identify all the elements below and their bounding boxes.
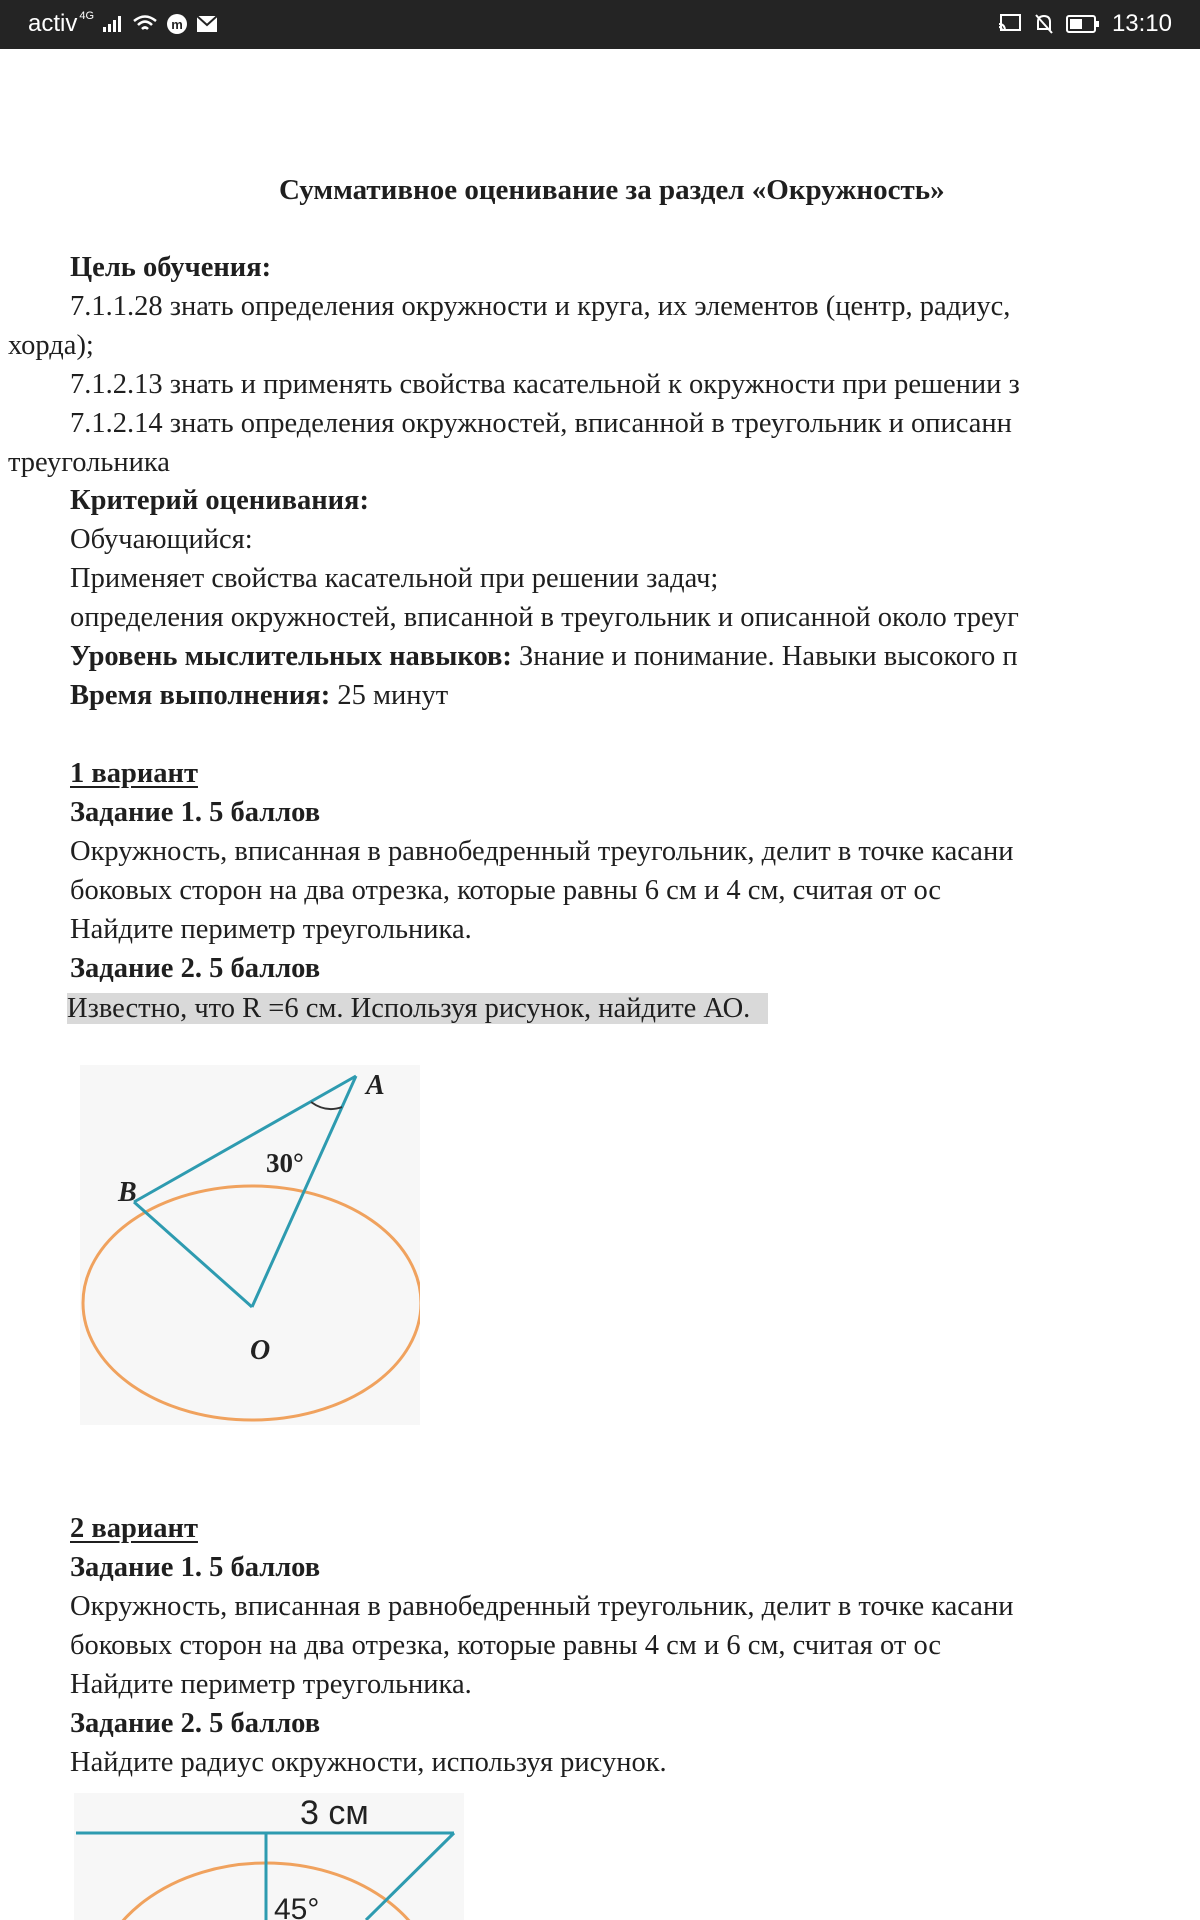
skills-value: Знание и понимание. Навыки высокого п	[511, 641, 1018, 672]
angle-label: 30°	[266, 1148, 304, 1178]
task-heading: Задание 2. 5 баллов	[70, 1708, 321, 1739]
task-heading: Задание 1. 5 баллов	[70, 797, 321, 828]
goal-line: 7.1.2.14 знать определения окружностей, вписанной в треугольник и описанн	[70, 408, 1012, 439]
network-type: 4G	[79, 10, 95, 22]
goal-line: хорда);	[8, 330, 94, 361]
task-heading: Задание 1. 5 баллов	[70, 1552, 321, 1583]
time-label: Время выполнения:	[70, 680, 331, 711]
clock: 13:10	[1111, 10, 1172, 37]
label-b: B	[118, 1177, 137, 1208]
mute-icon	[1034, 13, 1054, 35]
task-text-line: Найдите радиус окружности, используя рисунок.	[70, 1747, 667, 1778]
svg-text:m: m	[171, 17, 183, 32]
goal-line: 7.1.2.13 знать и применять свойства касательной к окружности при решении з	[70, 369, 1020, 400]
task-text-line: боковых сторон на два отрезка, которые равны 6 см и 4 см, считая от ос	[70, 875, 942, 906]
mail-icon	[196, 15, 218, 33]
task-text-line: Окружность, вписанная в равнобедренный треугольник, делит в точке касани	[70, 836, 1014, 867]
signal-icon	[102, 15, 124, 33]
criteria-item: определения окружностей, вписанной в треугольник и описанной около треуг	[70, 602, 1019, 633]
task-text-line: Найдите периметр треугольника.	[70, 1669, 472, 1700]
criteria-heading: Критерий оценивания:	[70, 485, 369, 516]
label-o: O	[250, 1335, 271, 1366]
time-line	[70, 678, 448, 714]
angle-label: 45°	[274, 1893, 320, 1920]
status-bar	[0, 0, 1200, 49]
label-a: A	[366, 1070, 385, 1101]
battery-icon	[1066, 14, 1100, 34]
page-title: Суммативное оценивание за раздел «Окружность»	[279, 174, 945, 206]
variant-heading: 1 вариант	[70, 758, 198, 789]
figure-variant-2	[74, 1793, 464, 1920]
carrier-name: activ	[28, 10, 78, 37]
learner-label: Обучающийся:	[70, 524, 253, 555]
cast-icon	[998, 14, 1022, 34]
segment-label: 3 см	[300, 1794, 369, 1832]
highlighted-text: Известно, что R =6 см. Используя рисунок, найдите АО.	[67, 993, 768, 1024]
variant-heading: 2 вариант	[70, 1513, 198, 1544]
wifi-icon	[132, 14, 158, 34]
task-text-line: боковых сторон на два отрезка, которые равны 4 см и 6 см, считая от ос	[70, 1630, 942, 1661]
task-text-line: Окружность, вписанная в равнобедренный треугольник, делит в точке касани	[70, 1591, 1014, 1622]
goal-line: 7.1.1.28 знать определения окружности и круга, их элементов (центр, радиус,	[70, 291, 1011, 322]
skills-label: Уровень мыслительных навыков:	[70, 641, 512, 672]
time-value: 25 минут	[330, 680, 449, 711]
goal-line: треугольника	[8, 447, 170, 478]
figure-variant-1	[80, 1065, 420, 1425]
task-text-line: Найдите периметр треугольника.	[70, 914, 472, 945]
skills-line	[70, 639, 1018, 675]
task-heading: Задание 2. 5 баллов	[70, 953, 321, 984]
criteria-item: Применяет свойства касательной при решении задач;	[70, 563, 719, 594]
document-view[interactable]	[0, 49, 1200, 1920]
goal-heading: Цель обучения:	[70, 252, 272, 283]
app-notification-icon	[166, 13, 188, 35]
task-text-highlighted	[67, 991, 768, 1027]
